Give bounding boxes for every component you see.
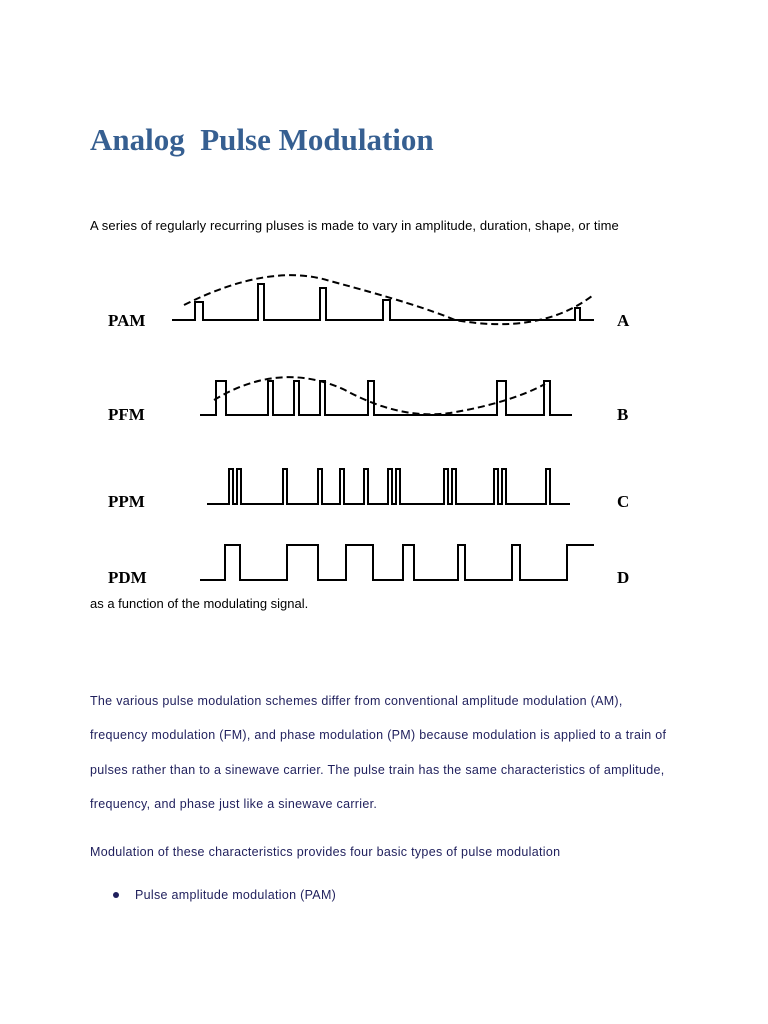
pfm-letter: B [617,405,629,424]
modulation-types-list [90,888,336,902]
figure-caption: as a function of the modulating signal. [90,596,309,611]
pam-waveform [172,284,594,320]
list-item-label: Pulse amplitude modulation (PAM) [135,888,337,902]
list-item [90,888,336,902]
pfm-envelope [214,377,545,414]
pfm-label: PFM [108,405,145,424]
ppm-label: PPM [108,492,145,511]
paragraph-line: pulses rather than to a sinewave carrier. The pulse train has the same characteristics of amplitude, [90,763,665,777]
paragraph-line: frequency, and phase just like a sinewave carrier. [90,797,378,811]
ppm-letter: C [617,492,630,511]
intro-text: A series of regularly recurring pluses is made to vary in amplitude, duration, shape, or time [90,218,619,233]
pam-label: PAM [108,311,146,330]
pdm-label: PDM [108,568,147,587]
pfm-waveform [200,381,572,415]
pam-letter: A [617,311,630,330]
modulation-types-intro: Modulation of these characteristics provides four basic types of pulse modulation [90,845,561,859]
page-title: Analog Pulse Modulation [90,122,434,157]
pdm-letter: D [617,568,630,587]
paragraph-line: frequency modulation (FM), and phase modulation (PM) because modulation is applied to a train of [90,728,667,742]
bullet-icon [113,892,119,898]
pdm-waveform [200,545,594,580]
ppm-waveform [207,469,570,504]
paragraph-line: The various pulse modulation schemes differ from conventional amplitude modulation (AM), [90,694,623,708]
